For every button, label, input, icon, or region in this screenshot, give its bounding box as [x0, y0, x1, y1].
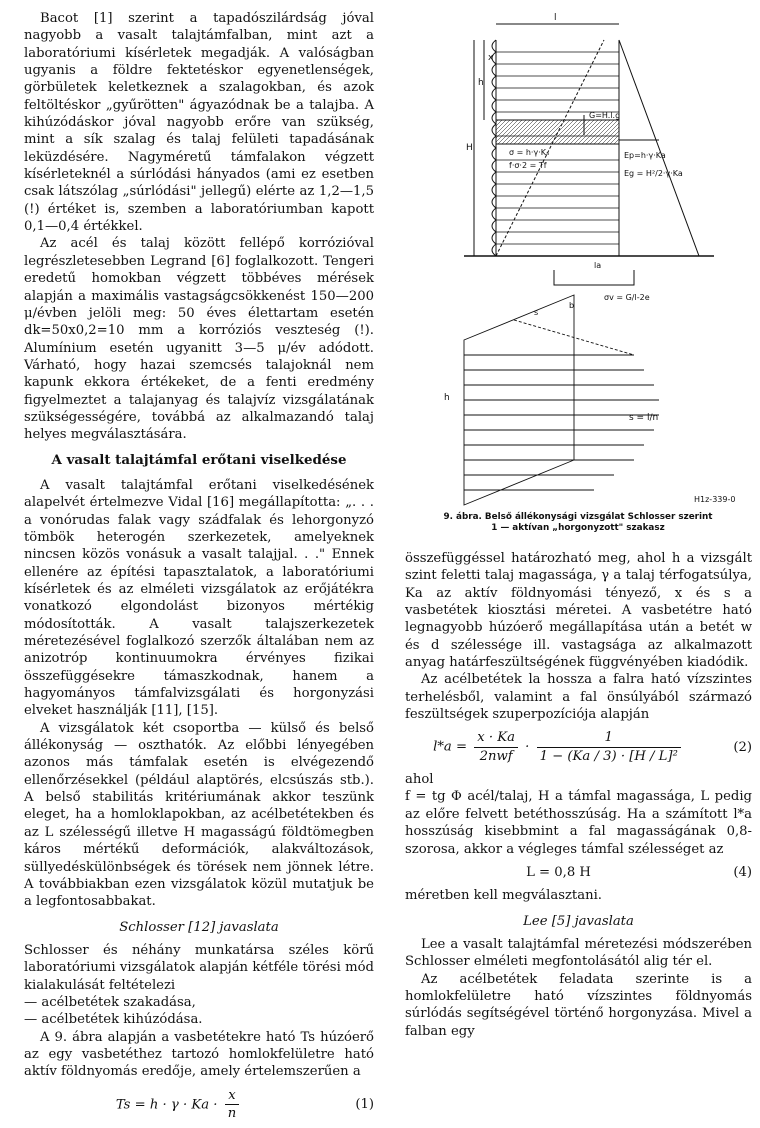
equation-body [405, 729, 712, 765]
equation-number: (4) [733, 864, 752, 880]
label-la: la [594, 261, 602, 270]
paragraph: Az acél és talaj között fellépő korrózióval legrészletesebben Legrand [6] foglalkozott. Tengeri eredetű homokban végzett többéves mérések alapján a maximális vastagságcsökkenést 150—200 μ/évben jelöli meg: 50 éves élettartam esetén dk=50x0,2=10 mm a korróziós veszteség (!). Alumínium esetén ugyanitt 3—5 μ/év adódott. Várható, hogy hazai szemcsés talajoknál nem kapunk ekkora értékeket, de a fenti eredmény figyelmeztet a talajanyag és talajvíz vizsgálatának szükségességére, továbbá az alkalmazandó talaj helyes megválasztására. [24, 236, 374, 443]
label-G: G=H.l.g [589, 111, 621, 120]
fraction-denominator: 2nwf [479, 748, 513, 764]
label-h2: h [444, 393, 450, 403]
paragraph: összefüggéssel határozható meg, ahol h a vizsgált szint feletti talaj magassága, γ a talaj térfogatsúlya, Ka az aktív földnyomási tényező, x és s a vasbetétek kiosztási méretei. A vasbetétre ható legnagyobb húzóerő megállapítása után a betét w és d szélessége ill. vastagsága az alkalmazott anyag határfeszültségének függvényében kiadódik. [405, 551, 752, 671]
label-sigv: σv = G/l-2e [604, 293, 650, 302]
equation-fraction [537, 729, 681, 765]
equation-number: (1) [355, 1096, 374, 1112]
paragraph: méretben kell megválasztani. [405, 888, 602, 904]
subsection-heading: Lee [5] javaslata [523, 913, 634, 929]
equation-fraction [474, 729, 518, 765]
figure-ref: H1z-339-0 [694, 495, 736, 504]
label-s: s [534, 308, 539, 317]
figure-9 [404, 10, 752, 510]
equation-number: (2) [733, 739, 752, 755]
fraction-numerator: 1 [537, 729, 681, 747]
base-stress [554, 270, 634, 285]
label-h: h [478, 78, 484, 88]
label-l: l [554, 13, 557, 23]
left-column [24, 10, 374, 1128]
hatched-layer [496, 120, 619, 144]
figure-caption [404, 512, 752, 534]
subsection-heading: Schlosser [12] javaslata [119, 919, 279, 935]
paragraph: ahol [405, 772, 434, 788]
caption-line: 1 — aktívan „horgonyzott" szakasz [491, 523, 665, 533]
fraction-numerator: x · Ka [474, 729, 518, 747]
paragraph: Lee a vasalt talajtámfal méretezési módszerében Schlosser elméleti megfontolásától alig tér el. [405, 936, 752, 970]
fraction-denominator: n [227, 1105, 237, 1121]
list-item: — acélbetétek kihúzódása. [24, 1012, 203, 1028]
isometric-strips [464, 295, 659, 505]
fraction-denominator: 1 − (Ka / 3) · [H / L]² [539, 748, 678, 764]
equation-4 [405, 864, 752, 881]
paragraph: Az acélbetétek la hossza a falra ható vízszintes terhelésből, valamint a fal önsúlyából származó feszültségek szuperpozíciója alapján [405, 672, 752, 723]
caption-line: 9. ábra. Belső állékonysági vizsgálat Schlosser szerint [443, 512, 713, 522]
equation-lhs: l*a = [433, 739, 468, 755]
equation-fraction [225, 1087, 240, 1123]
label-b: b [569, 301, 575, 310]
label-fsigma: f·σ·2 = Tf [509, 161, 547, 170]
paragraph: Az acélbetétek feladata szerinte is a homlokfelületre ható vízszintes földnyomás súrlódás segítségével történő horgonyzása. Mivel a falban egy [405, 971, 752, 1039]
equation-body: L = 0,8 H [526, 864, 591, 880]
paragraph: Schlosser és néhány munkatársa széles körű laboratóriumi vizsgálatok alapján kétféle törési mód kialakulását feltételezi [24, 942, 374, 993]
equation-1 [24, 1087, 374, 1123]
label-Eg: Eg = H²/2·γ·Ka [624, 169, 683, 178]
equation-2 [405, 729, 752, 765]
paragraph: A vizsgálatok két csoportba — külső és belső állékonyság — oszthatók. Az előbbi lényegében azonos más támfalak esetén is elvégezendő ellenőrzésekkel (például alaptörés, elcsúszás stb.). A belső stabilitás kritériumának akkor teszünk eleget, ha a homloklapokban, az acélbetétekben és az L szélességű illetve H magasságú földtömegben káros mértékű deformációk, alakváltozások, süllyedéskülönbségek és törések nem jönnek létre. A továbbiakban ezen vizsgálatok közül mutatjuk be a legfontosabbakat. [24, 720, 374, 910]
label-s-eq: s = l/n [629, 413, 659, 423]
list-item: — acélbetétek szakadása, [24, 994, 196, 1010]
wall-facing [492, 40, 496, 256]
paragraph: f = tg Φ acél/talaj, H a támfal magassága, L pedig az előre felvett betéthosszúság. Ha a számított l*a hosszúság kisebbmint a fal magasságának 0,8-szorosa, akkor a végleges támfal szélességet az [405, 789, 752, 857]
label-sigma: σ = h·γ·Kₐ [509, 148, 550, 157]
label-Ep: Ep=h·γ·Ka [624, 151, 666, 160]
paragraph: A vasalt talajtámfal erőtani viselkedésének alapelvét értelmezve Vidal [16] megállapította: „. . . a vonórudas falak vagy szádfalak és lehorgonyzó tömbök heterogén szerkezetek, amelyeknek nincsen közös vonásuk a vasalt talajjal. . ." Ennek ellenére az építési tapasztalatok, a laboratóriumi kísérletek és az elméleti vizsgálatok az erőjátékra vonatkozó elgondolást bizonyos mértékig módosították. A vasalt talajszerkezetek méretezésével foglalkozó szerzők általában nem az anizotróp kontinuumokra érvényes fizikai összefüggésekre támaszkodnak, hanem a hagyományos támfalvizsgálati és horgonyzási elveket használják [11], [15]. [24, 477, 374, 719]
equation-lhs: Ts = h · γ · Ka · [115, 1096, 218, 1112]
label-H: H [466, 143, 473, 153]
fraction-numerator: x [225, 1087, 240, 1105]
label-x: x [488, 53, 494, 63]
right-column [405, 550, 752, 1040]
section-heading: A vasalt talajtámfal erőtani viselkedése [51, 451, 347, 468]
paragraph: Bacot [1] szerint a tapadószilárdság jóval nagyobb a vasalt talajtámfalban, mint azt a laboratóriumi kísérletek megadják. A valóságban ugyanis a földre fektetéskor egyenetlenségek, görbületek keletkeznek a szalagokban, és azok feltöltéskor „gyűrötten" ágyazódnak be a talajba. A kihúzódáskor jóval nagyobb erőre van szükség, mint a sík szalag és talaj felületi tapadásának leküzdésére. Nagyméretű támfalakon végzett kísérleteknél a súrlódási hányados (ami ez esetben csak látszólag „súrlódási" jellegű) elérte az 1,2—1,5 (!) értéket is, szemben a laboratóriumban kapott 0,1—0,4 értékkel. [24, 11, 374, 235]
paragraph: A 9. ábra alapján a vasbetétekre ható Ts húzóerő az egy vasbetéthez tartozó homlokfelületre ható aktív földnyomás eredője, amely értelemszerűen a [24, 1029, 374, 1080]
pressure-diagram [619, 40, 699, 256]
equation-operator: · [525, 739, 530, 755]
equation-body [24, 1087, 334, 1123]
